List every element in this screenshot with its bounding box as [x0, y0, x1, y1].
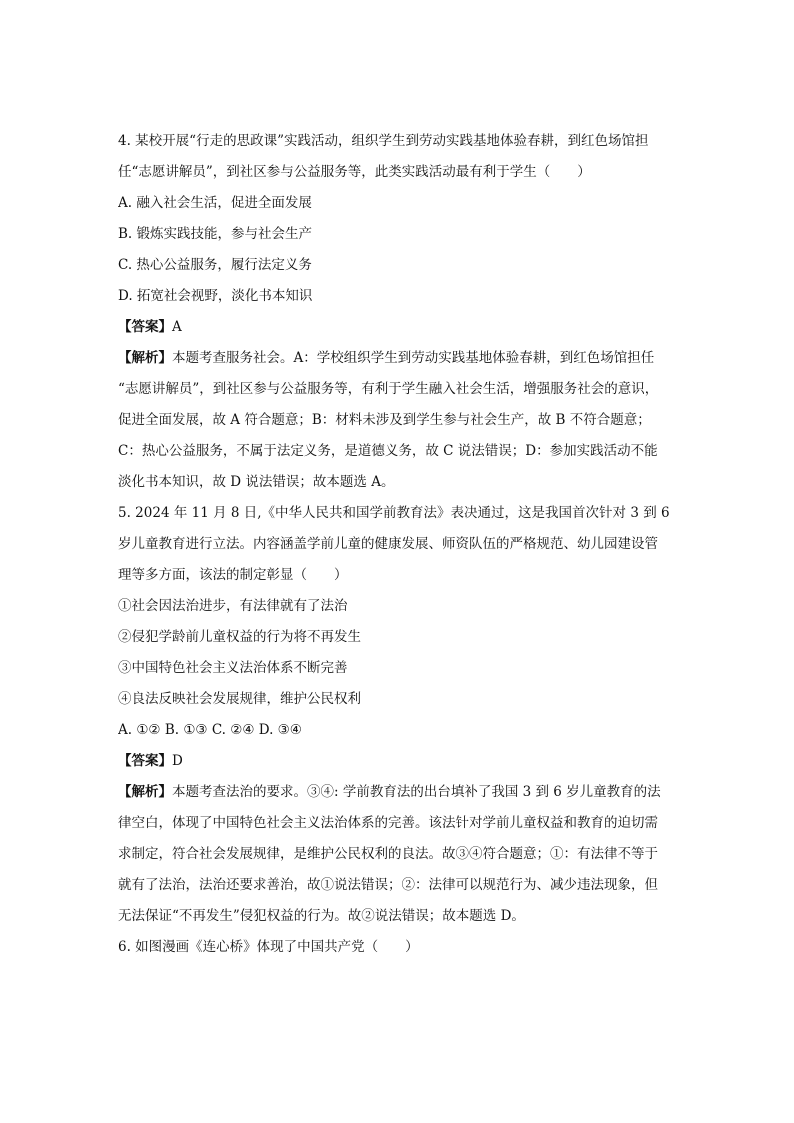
explanation-line: 促进全面发展，故 A 符合题意；B：材料未涉及到学生参与社会生产，故 B 不符合题意；: [118, 412, 651, 428]
statement-3: ③中国特色社会主义法治体系不断完善: [118, 660, 348, 676]
options-line: A. ①② B. ①③ C. ②④ D. ③④: [118, 722, 302, 738]
explanation-line: 求制定，符合社会发展规律，是维护公民权利的良法。故③④符合题意；①：有法律不等于: [118, 846, 658, 862]
option-c: C. 热心公益服务，履行法定义务: [118, 257, 312, 273]
explanation-line: “志愿讲解员”，到社区参与公益服务等，有利于学生融入社会生活，增强服务社会的意识，: [118, 381, 659, 397]
explanation-label: 【解析】: [118, 784, 172, 800]
explanation-line: C：热心公益服务，不属于法定义务，是道德义务，故 C 说法错误；D：参加实践活动不能: [118, 443, 658, 459]
explanation-text: 本题考查服务社会。A：学校组织学生到劳动实践基地体验春耕，到红色场馆担任: [172, 350, 655, 366]
explanation-line: 淡化书本知识，故 D 说法错误；故本题选 A。: [118, 474, 395, 490]
question-5: [118, 498, 694, 932]
question-4: [118, 126, 694, 498]
statement-1: ①社会因法治进步，有法律就有了法治: [118, 598, 348, 614]
question-6: [118, 932, 694, 963]
option-a: A. 融入社会生活，促进全面发展: [118, 195, 312, 211]
answer-line: [118, 312, 694, 343]
question-stem-line: 任“志愿讲解员”，到社区参与公益服务等，此类实践活动最有利于学生（ ）: [118, 164, 591, 180]
explanation-line: 律空白，体现了中国特色社会主义法治体系的完善。该法针对学前儿童权益和教育的迫切需: [118, 815, 658, 831]
question-stem-line: 5. 2024 年 11 月 8 日,《中华人民共和国学前教育法》表决通过，这是我国首次针对 3 到 6: [118, 505, 670, 521]
explanation-text: 本题考查法治的要求。③④: 学前教育法的出台填补了我国 3 到 6 岁儿童教育的法: [172, 784, 661, 800]
option-b: B. 锻炼实践技能，参与社会生产: [118, 226, 313, 242]
statement-2: ②侵犯学龄前儿童权益的行为将不再发生: [118, 629, 361, 645]
question-stem-line: 岁儿童教育进行立法。内容涵盖学前儿童的健康发展、师资队伍的严格规范、幼儿园建设管: [118, 536, 658, 552]
option-d: D. 拓宽社会视野，淡化书本知识: [118, 288, 313, 304]
answer-label: 【答案】: [118, 753, 172, 769]
explanation-label: 【解析】: [118, 350, 172, 366]
answer-label: 【答案】: [118, 319, 172, 335]
explanation-line: 就有了法治，法治还要求善治，故①说法错误；②：法律可以规范行为、减少违法现象，但: [118, 877, 658, 893]
answer-value: D: [172, 753, 183, 769]
statement-4: ④良法反映社会发展规律，维护公民权利: [118, 691, 361, 707]
answer-line: [118, 746, 694, 777]
question-stem-line: 理等多方面，该法的制定彰显（ ）: [118, 567, 348, 583]
explanation-line: [118, 777, 694, 808]
explanation-line: [118, 343, 694, 374]
answer-value: A: [172, 319, 182, 335]
question-stem-line: 6. 如图漫画《连心桥》体现了中国共产党（ ）: [118, 939, 419, 955]
explanation-line: 无法保证“不再发生”侵犯权益的行为。故②说法错误；故本题选 D。: [118, 908, 525, 924]
question-stem-line: 4. 某校开展“行走的思政课”实践活动，组织学生到劳动实践基地体验春耕，到红色场馆担: [118, 133, 649, 149]
